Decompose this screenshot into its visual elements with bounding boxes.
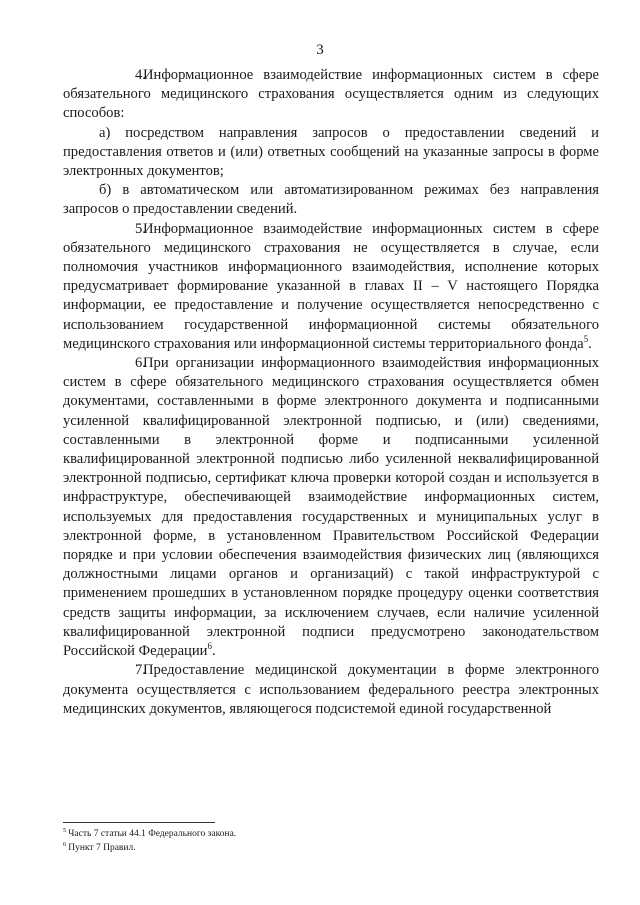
paragraph-text: Предоставление медицинской документации в форме электронного документа осуществляется с использованием федерального реестра электронных медицинских документов, являющегося подсистемой единой государственной xyxy=(63,662,599,717)
paragraph-tail: . xyxy=(212,643,216,660)
footnote-mark: 5 xyxy=(63,826,67,834)
paragraph-6 xyxy=(63,354,599,661)
footnote-6 xyxy=(63,841,599,855)
paragraph-4b xyxy=(63,181,599,219)
paragraph-number: 7. xyxy=(135,662,146,679)
paragraph-4 xyxy=(63,66,599,124)
footnote-reference: 5 xyxy=(583,333,589,344)
footnote-divider xyxy=(63,822,215,823)
paragraph-text: а) посредством направления запросов о предоставлении сведений и предоставления ответов и (или) ответных сообщений на указанные запросы в форме электронных документов; xyxy=(63,124,599,180)
paragraph-text: Информационное взаимодействие информационных систем в сфере обязательного медицинского страхования осуществляется одним из следующих способов: xyxy=(63,67,599,122)
paragraph-4a xyxy=(63,124,599,182)
paragraph-number: 6. xyxy=(135,355,146,372)
document-body xyxy=(63,66,599,719)
paragraph-tail: . xyxy=(588,335,592,352)
footnote-text: Часть 7 статьи 44.1 Федерального закона. xyxy=(68,829,237,839)
page-number: 3 xyxy=(316,42,324,58)
footnotes xyxy=(63,827,599,855)
paragraph-7 xyxy=(63,661,599,719)
footnote-reference: 6 xyxy=(207,641,212,652)
footnote-text: Пункт 7 Правил. xyxy=(68,843,136,853)
footnote-mark: 6 xyxy=(63,840,67,848)
paragraph-5 xyxy=(63,220,599,354)
paragraph-text: Информационное взаимодействие информационных систем в сфере обязательного медицинского страхования не осуществляется в случае, если полномочия участников информационного взаимодействия, исполнение которых предусматривает формирование указанной в главах II – V настоящего Порядка информации, ее предоставление и получение осуществляется непосредственно с использованием государственной информационной системы обязательного медицинского страхования или информационной системы территориального фонда xyxy=(63,220,599,352)
footnote-5 xyxy=(63,827,599,841)
paragraph-text: При организации информационного взаимодействия информационных систем в сфере обязательного медицинского страхования осуществляется обмен документами, составленными в форме электронного документа и подписанными усиленной квалифицированной электронной подписью, и (или) сведениями, составленными в электронной форме и подписанными усиленной квалифицированной электронной подписью либо усиленной неквалифицированной электронной подписью, сертификат ключа проверки которой создан и используется в инфраструктуре, обеспечивающей взаимодействие информационных систем, используемых для предоставления государственных и муниципальных услуг в электронной форме, в установленном Правительством Российской Федерации порядке и при условии обеспечения взаимодействия физических лиц (являющихся должностными лицами органов и организаций) с такой инфраструктурой с применением прошедших в установленном порядке процедуру оценки соответствия средств защиты информации, за исключением случаев, если наличие усиленной квалифицированной электронной подписи предусмотрено законодательством Российской Федерации xyxy=(63,355,599,660)
paragraph-number: 5. xyxy=(135,220,146,237)
paragraph-text: б) в автоматическом или автоматизированном режимах без направления запросов о предоставлении сведений. xyxy=(63,182,599,218)
paragraph-number: 4. xyxy=(135,67,146,83)
